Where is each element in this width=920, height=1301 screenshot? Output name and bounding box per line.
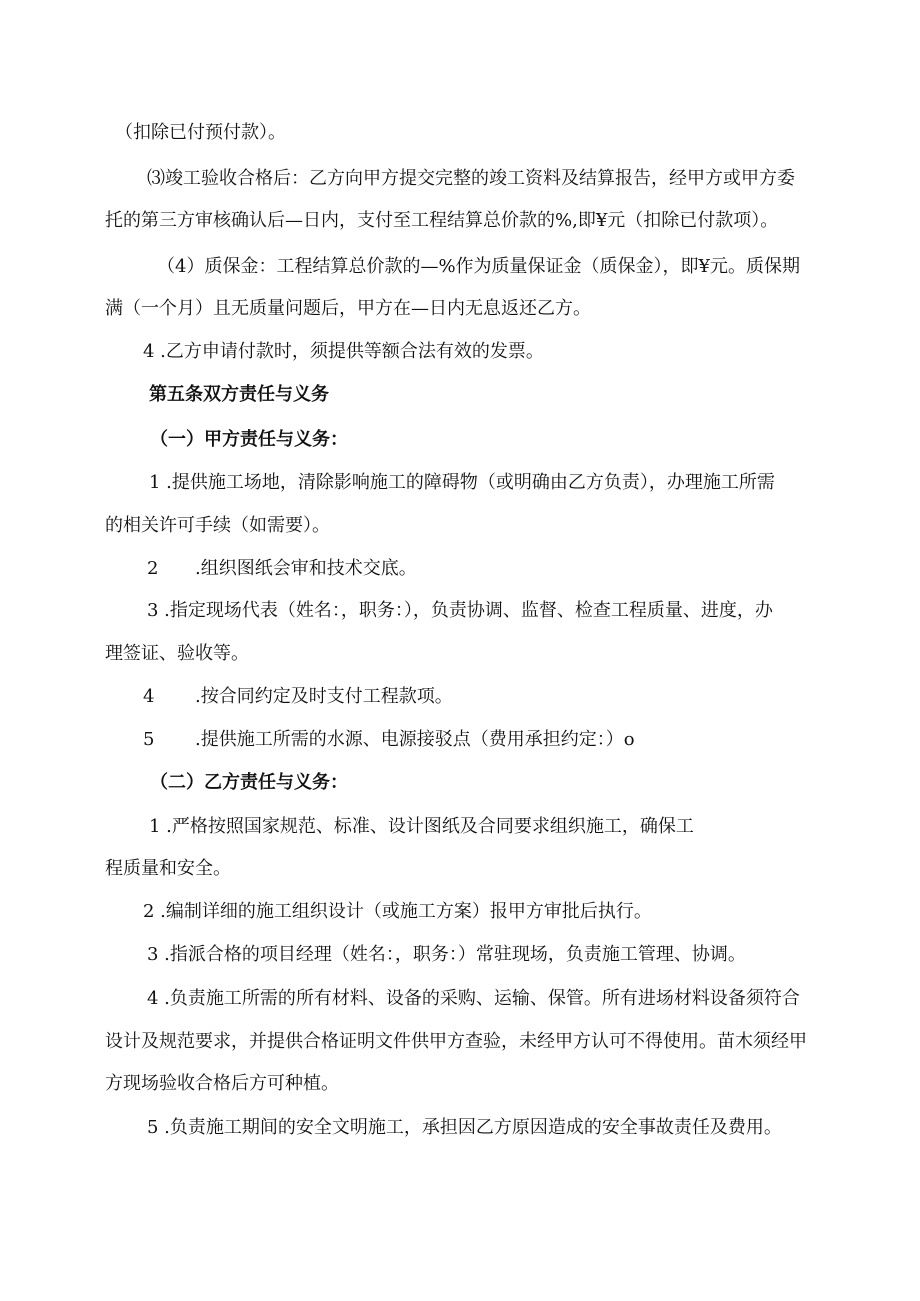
paragraph-line: .按合同约定及时支付工程款项。 <box>195 686 453 707</box>
paragraph-line: 托的第三方审核确认后—日内，支付至工程结算总价款的%,即¥元（扣除已付款项）。 <box>105 210 779 231</box>
paragraph-line: 3 .指派合格的项目经理（姓名：，职务：）常驻现场，负责施工管理、协调。 <box>147 944 746 965</box>
list-number: 4 <box>143 686 155 707</box>
list-number: 2 <box>147 558 159 579</box>
paragraph-line: （扣除已付预付款）。 <box>115 122 286 143</box>
section-heading: 第五条双方责任与义务 <box>149 384 329 405</box>
paragraph-line: 程质量和安全。 <box>105 858 231 879</box>
paragraph-line: 1 .严格按照国家规范、标准、设计图纸及合同要求组织施工，确保工 <box>149 816 694 837</box>
paragraph-line: 3 .指定现场代表（姓名：，职务：），负责协调、监督、检查工程质量、进度，办 <box>147 600 773 621</box>
paragraph-line: 方现场验收合格后方可种植。 <box>105 1073 339 1094</box>
list-number: 5 <box>143 729 155 750</box>
subsection-heading: （二）乙方责任与义务： <box>150 772 348 793</box>
paragraph-line: 4 .乙方申请付款时，须提供等额合法有效的发票。 <box>143 341 544 362</box>
paragraph-line: 理签证、验收等。 <box>105 643 249 664</box>
paragraph-line: 1 .提供施工场地，清除影响施工的障碍物（或明确由乙方负责），办理施工所需 <box>149 472 775 493</box>
paragraph-line: （4）质保金：工程结算总价款的—%作为质量保证金（质保金），即¥元。质保期 <box>157 256 801 277</box>
paragraph-line: 2 .编制详细的施工组织设计（或施工方案）报甲方审批后执行。 <box>143 901 652 922</box>
paragraph-line: 设计及规范要求，并提供合格证明文件供甲方查验，未经甲方认可不得使用。苗木须经甲 <box>105 1031 807 1052</box>
paragraph-line: 满（一个月）且无质量问题后，甲方在—日内无息返还乙方。 <box>105 298 591 319</box>
paragraph-line: .组织图纸会审和技术交底。 <box>195 558 417 579</box>
paragraph-line: 4 .负责施工所需的所有材料、设备的采购、运输、保管。所有进场材料设备须符合 <box>147 988 800 1009</box>
paragraph-line: ⑶竣工验收合格后：乙方向甲方提交完整的竣工资料及结算报告，经甲方或甲方委 <box>147 168 795 189</box>
subsection-heading: （一）甲方责任与义务： <box>150 429 348 450</box>
paragraph-line: 的相关许可手续（如需要）。 <box>105 515 330 536</box>
paragraph-line: .提供施工所需的水源、电源接驳点（费用承担约定：）o <box>195 729 635 750</box>
paragraph-line: 5 .负责施工期间的安全文明施工，承担因乙方原因造成的安全事故责任及费用。 <box>147 1117 782 1138</box>
